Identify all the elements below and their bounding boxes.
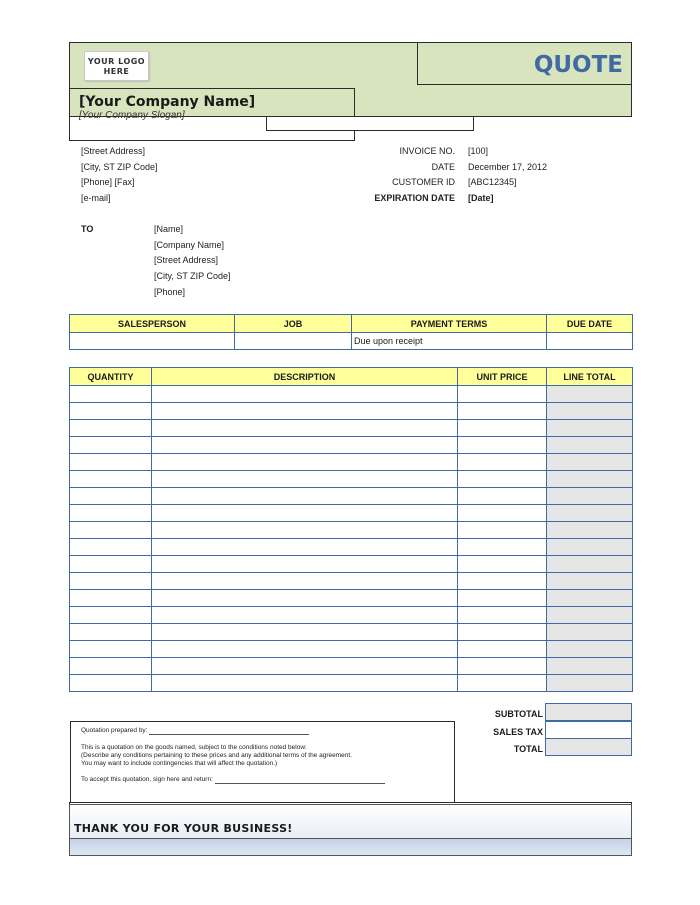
line-total-cell[interactable] bbox=[547, 420, 633, 437]
salesperson-header: SALESPERSON bbox=[70, 315, 235, 333]
expiration-label: EXPIRATION DATE bbox=[374, 193, 455, 203]
line-total-cell[interactable] bbox=[547, 505, 633, 522]
table-row bbox=[70, 556, 633, 573]
thank-you-message: THANK YOU FOR YOUR BUSINESS! bbox=[74, 822, 293, 835]
table-row bbox=[70, 641, 633, 658]
unit-price-cell[interactable] bbox=[458, 488, 547, 505]
conditions-line2: (Describe any conditions pertaining to these prices and any additional terms of the agreement. bbox=[81, 752, 352, 759]
quantity-cell[interactable] bbox=[70, 454, 152, 471]
description-cell[interactable] bbox=[152, 420, 458, 437]
description-cell[interactable] bbox=[152, 437, 458, 454]
description-header: DESCRIPTION bbox=[152, 368, 458, 386]
unit-price-cell[interactable] bbox=[458, 437, 547, 454]
accept-label: To accept this quotation, sign here and return: bbox=[81, 776, 213, 783]
description-cell[interactable] bbox=[152, 505, 458, 522]
to-phone[interactable]: [Phone] bbox=[154, 287, 186, 297]
quantity-cell[interactable] bbox=[70, 607, 152, 624]
sales-tax-cell[interactable] bbox=[545, 721, 632, 739]
unit-price-cell[interactable] bbox=[458, 675, 547, 692]
quantity-cell[interactable] bbox=[70, 437, 152, 454]
subtotal-cell[interactable] bbox=[545, 703, 632, 721]
unit-price-cell[interactable] bbox=[458, 505, 547, 522]
unit-price-cell[interactable] bbox=[458, 420, 547, 437]
line-total-cell[interactable] bbox=[547, 573, 633, 590]
table-row bbox=[70, 454, 633, 471]
due-date-header: DUE DATE bbox=[547, 315, 633, 333]
company-slogan[interactable]: [Your Company Slogan] bbox=[79, 110, 185, 121]
company-phone[interactable]: [Phone] [Fax] bbox=[81, 177, 135, 187]
total-cell[interactable] bbox=[545, 738, 632, 756]
selection-box bbox=[266, 116, 474, 131]
description-cell[interactable] bbox=[152, 454, 458, 471]
table-row bbox=[70, 590, 633, 607]
description-cell[interactable] bbox=[152, 522, 458, 539]
quantity-cell[interactable] bbox=[70, 658, 152, 675]
description-cell[interactable] bbox=[152, 539, 458, 556]
logo-line1: YOUR LOGO bbox=[87, 57, 146, 66]
line-total-cell[interactable] bbox=[547, 556, 633, 573]
table-row bbox=[70, 420, 633, 437]
quantity-cell[interactable] bbox=[70, 522, 152, 539]
line-total-cell[interactable] bbox=[547, 522, 633, 539]
quantity-cell[interactable] bbox=[70, 573, 152, 590]
to-street[interactable]: [Street Address] bbox=[154, 255, 219, 265]
line-total-cell[interactable] bbox=[547, 607, 633, 624]
company-name[interactable]: [Your Company Name] bbox=[79, 94, 256, 110]
unit-price-cell[interactable] bbox=[458, 454, 547, 471]
date-value[interactable]: December 17, 2012 bbox=[468, 162, 548, 172]
description-cell[interactable] bbox=[152, 658, 458, 675]
quote-title-box bbox=[417, 42, 632, 85]
quantity-cell[interactable] bbox=[70, 420, 152, 437]
description-cell[interactable] bbox=[152, 675, 458, 692]
table-row bbox=[70, 505, 633, 522]
to-city[interactable]: [City, ST ZIP Code] bbox=[154, 271, 231, 281]
quantity-cell[interactable] bbox=[70, 488, 152, 505]
payment-terms-header: PAYMENT TERMS bbox=[352, 315, 547, 333]
table-row bbox=[70, 386, 633, 403]
line-total-cell[interactable] bbox=[547, 624, 633, 641]
unit-price-cell[interactable] bbox=[458, 641, 547, 658]
description-cell[interactable] bbox=[152, 556, 458, 573]
document-title: QUOTE bbox=[533, 52, 623, 78]
description-cell[interactable] bbox=[152, 590, 458, 607]
prepared-by-label: Quotation prepared by: bbox=[81, 727, 148, 734]
line-total-cell[interactable] bbox=[547, 641, 633, 658]
conditions-line1: This is a quotation on the goods named, subject to the conditions noted below: bbox=[81, 744, 307, 751]
quantity-cell[interactable] bbox=[70, 471, 152, 488]
line-total-cell[interactable] bbox=[547, 403, 633, 420]
line-total-cell[interactable] bbox=[547, 488, 633, 505]
logo-placeholder[interactable] bbox=[84, 51, 149, 81]
company-email[interactable]: [e-mail] bbox=[81, 193, 111, 203]
unit-price-cell[interactable] bbox=[458, 590, 547, 607]
description-cell[interactable] bbox=[152, 641, 458, 658]
unit-price-cell[interactable] bbox=[458, 607, 547, 624]
company-street[interactable]: [Street Address] bbox=[81, 146, 146, 156]
salesperson-cell[interactable] bbox=[70, 333, 235, 350]
unit-price-cell[interactable] bbox=[458, 573, 547, 590]
table-row bbox=[70, 403, 633, 420]
total-label: TOTAL bbox=[513, 744, 543, 754]
table-row bbox=[70, 573, 633, 590]
unit-price-cell[interactable] bbox=[458, 556, 547, 573]
sales-tax-label: SALES TAX bbox=[493, 727, 543, 737]
quantity-cell[interactable] bbox=[70, 556, 152, 573]
quantity-cell[interactable] bbox=[70, 675, 152, 692]
invoice-no-value[interactable]: [100] bbox=[468, 146, 489, 156]
unit-price-cell[interactable] bbox=[458, 403, 547, 420]
subtotal-label: SUBTOTAL bbox=[494, 709, 543, 719]
table-row bbox=[70, 437, 633, 454]
quantity-cell[interactable] bbox=[70, 590, 152, 607]
table-row bbox=[70, 624, 633, 641]
company-city[interactable]: [City, ST ZIP Code] bbox=[81, 162, 158, 172]
line-total-cell[interactable] bbox=[547, 590, 633, 607]
customer-id-label: CUSTOMER ID bbox=[392, 177, 455, 187]
description-cell[interactable] bbox=[152, 386, 458, 403]
line-total-header: LINE TOTAL bbox=[547, 368, 633, 386]
quantity-cell[interactable] bbox=[70, 403, 152, 420]
line-total-cell[interactable] bbox=[547, 471, 633, 488]
expiration-value[interactable]: [Date] bbox=[468, 193, 494, 203]
unit-price-cell[interactable] bbox=[458, 522, 547, 539]
table-row bbox=[70, 488, 633, 505]
date-label: DATE bbox=[431, 162, 455, 172]
quantity-cell[interactable] bbox=[70, 539, 152, 556]
conditions-line3: You may want to include contingencies that will affect the quotation.) bbox=[81, 760, 278, 767]
prepared-by-line[interactable] bbox=[149, 734, 309, 735]
logo-line2: HERE bbox=[103, 67, 130, 76]
to-name[interactable]: [Name] bbox=[154, 224, 184, 234]
table-row bbox=[70, 675, 633, 692]
table-row bbox=[70, 522, 633, 539]
line-total-cell[interactable] bbox=[547, 675, 633, 692]
table-row bbox=[70, 658, 633, 675]
description-cell[interactable] bbox=[152, 607, 458, 624]
unit-price-cell[interactable] bbox=[458, 386, 547, 403]
payment-terms-cell[interactable]: Due upon receipt bbox=[352, 333, 547, 350]
footer-bar bbox=[69, 839, 632, 856]
line-total-cell[interactable] bbox=[547, 437, 633, 454]
table-row bbox=[70, 607, 633, 624]
conditions-box bbox=[70, 721, 455, 807]
quantity-cell[interactable] bbox=[70, 641, 152, 658]
description-cell[interactable] bbox=[152, 471, 458, 488]
quantity-header: QUANTITY bbox=[70, 368, 152, 386]
due-date-cell[interactable] bbox=[547, 333, 633, 350]
invoice-no-label: INVOICE NO. bbox=[399, 146, 455, 156]
items-table bbox=[69, 367, 633, 692]
unit-price-cell[interactable] bbox=[458, 658, 547, 675]
description-cell[interactable] bbox=[152, 573, 458, 590]
quantity-cell[interactable] bbox=[70, 624, 152, 641]
line-total-cell[interactable] bbox=[547, 454, 633, 471]
unit-price-cell[interactable] bbox=[458, 471, 547, 488]
description-cell[interactable] bbox=[152, 624, 458, 641]
line-total-cell[interactable] bbox=[547, 539, 633, 556]
quantity-cell[interactable] bbox=[70, 505, 152, 522]
unit-price-cell[interactable] bbox=[458, 539, 547, 556]
customer-id-value[interactable]: [ABC12345] bbox=[468, 177, 517, 187]
to-label: TO bbox=[81, 224, 94, 234]
description-cell[interactable] bbox=[152, 488, 458, 505]
table-row bbox=[70, 539, 633, 556]
job-header: JOB bbox=[235, 315, 352, 333]
terms-table bbox=[69, 314, 633, 350]
unit-price-header: UNIT PRICE bbox=[458, 368, 547, 386]
line-total-cell[interactable] bbox=[547, 386, 633, 403]
table-row bbox=[70, 471, 633, 488]
unit-price-cell[interactable] bbox=[458, 624, 547, 641]
description-cell[interactable] bbox=[152, 403, 458, 420]
line-total-cell[interactable] bbox=[547, 658, 633, 675]
job-cell[interactable] bbox=[235, 333, 352, 350]
quantity-cell[interactable] bbox=[70, 386, 152, 403]
to-company[interactable]: [Company Name] bbox=[154, 240, 225, 250]
signature-line[interactable] bbox=[215, 783, 385, 784]
